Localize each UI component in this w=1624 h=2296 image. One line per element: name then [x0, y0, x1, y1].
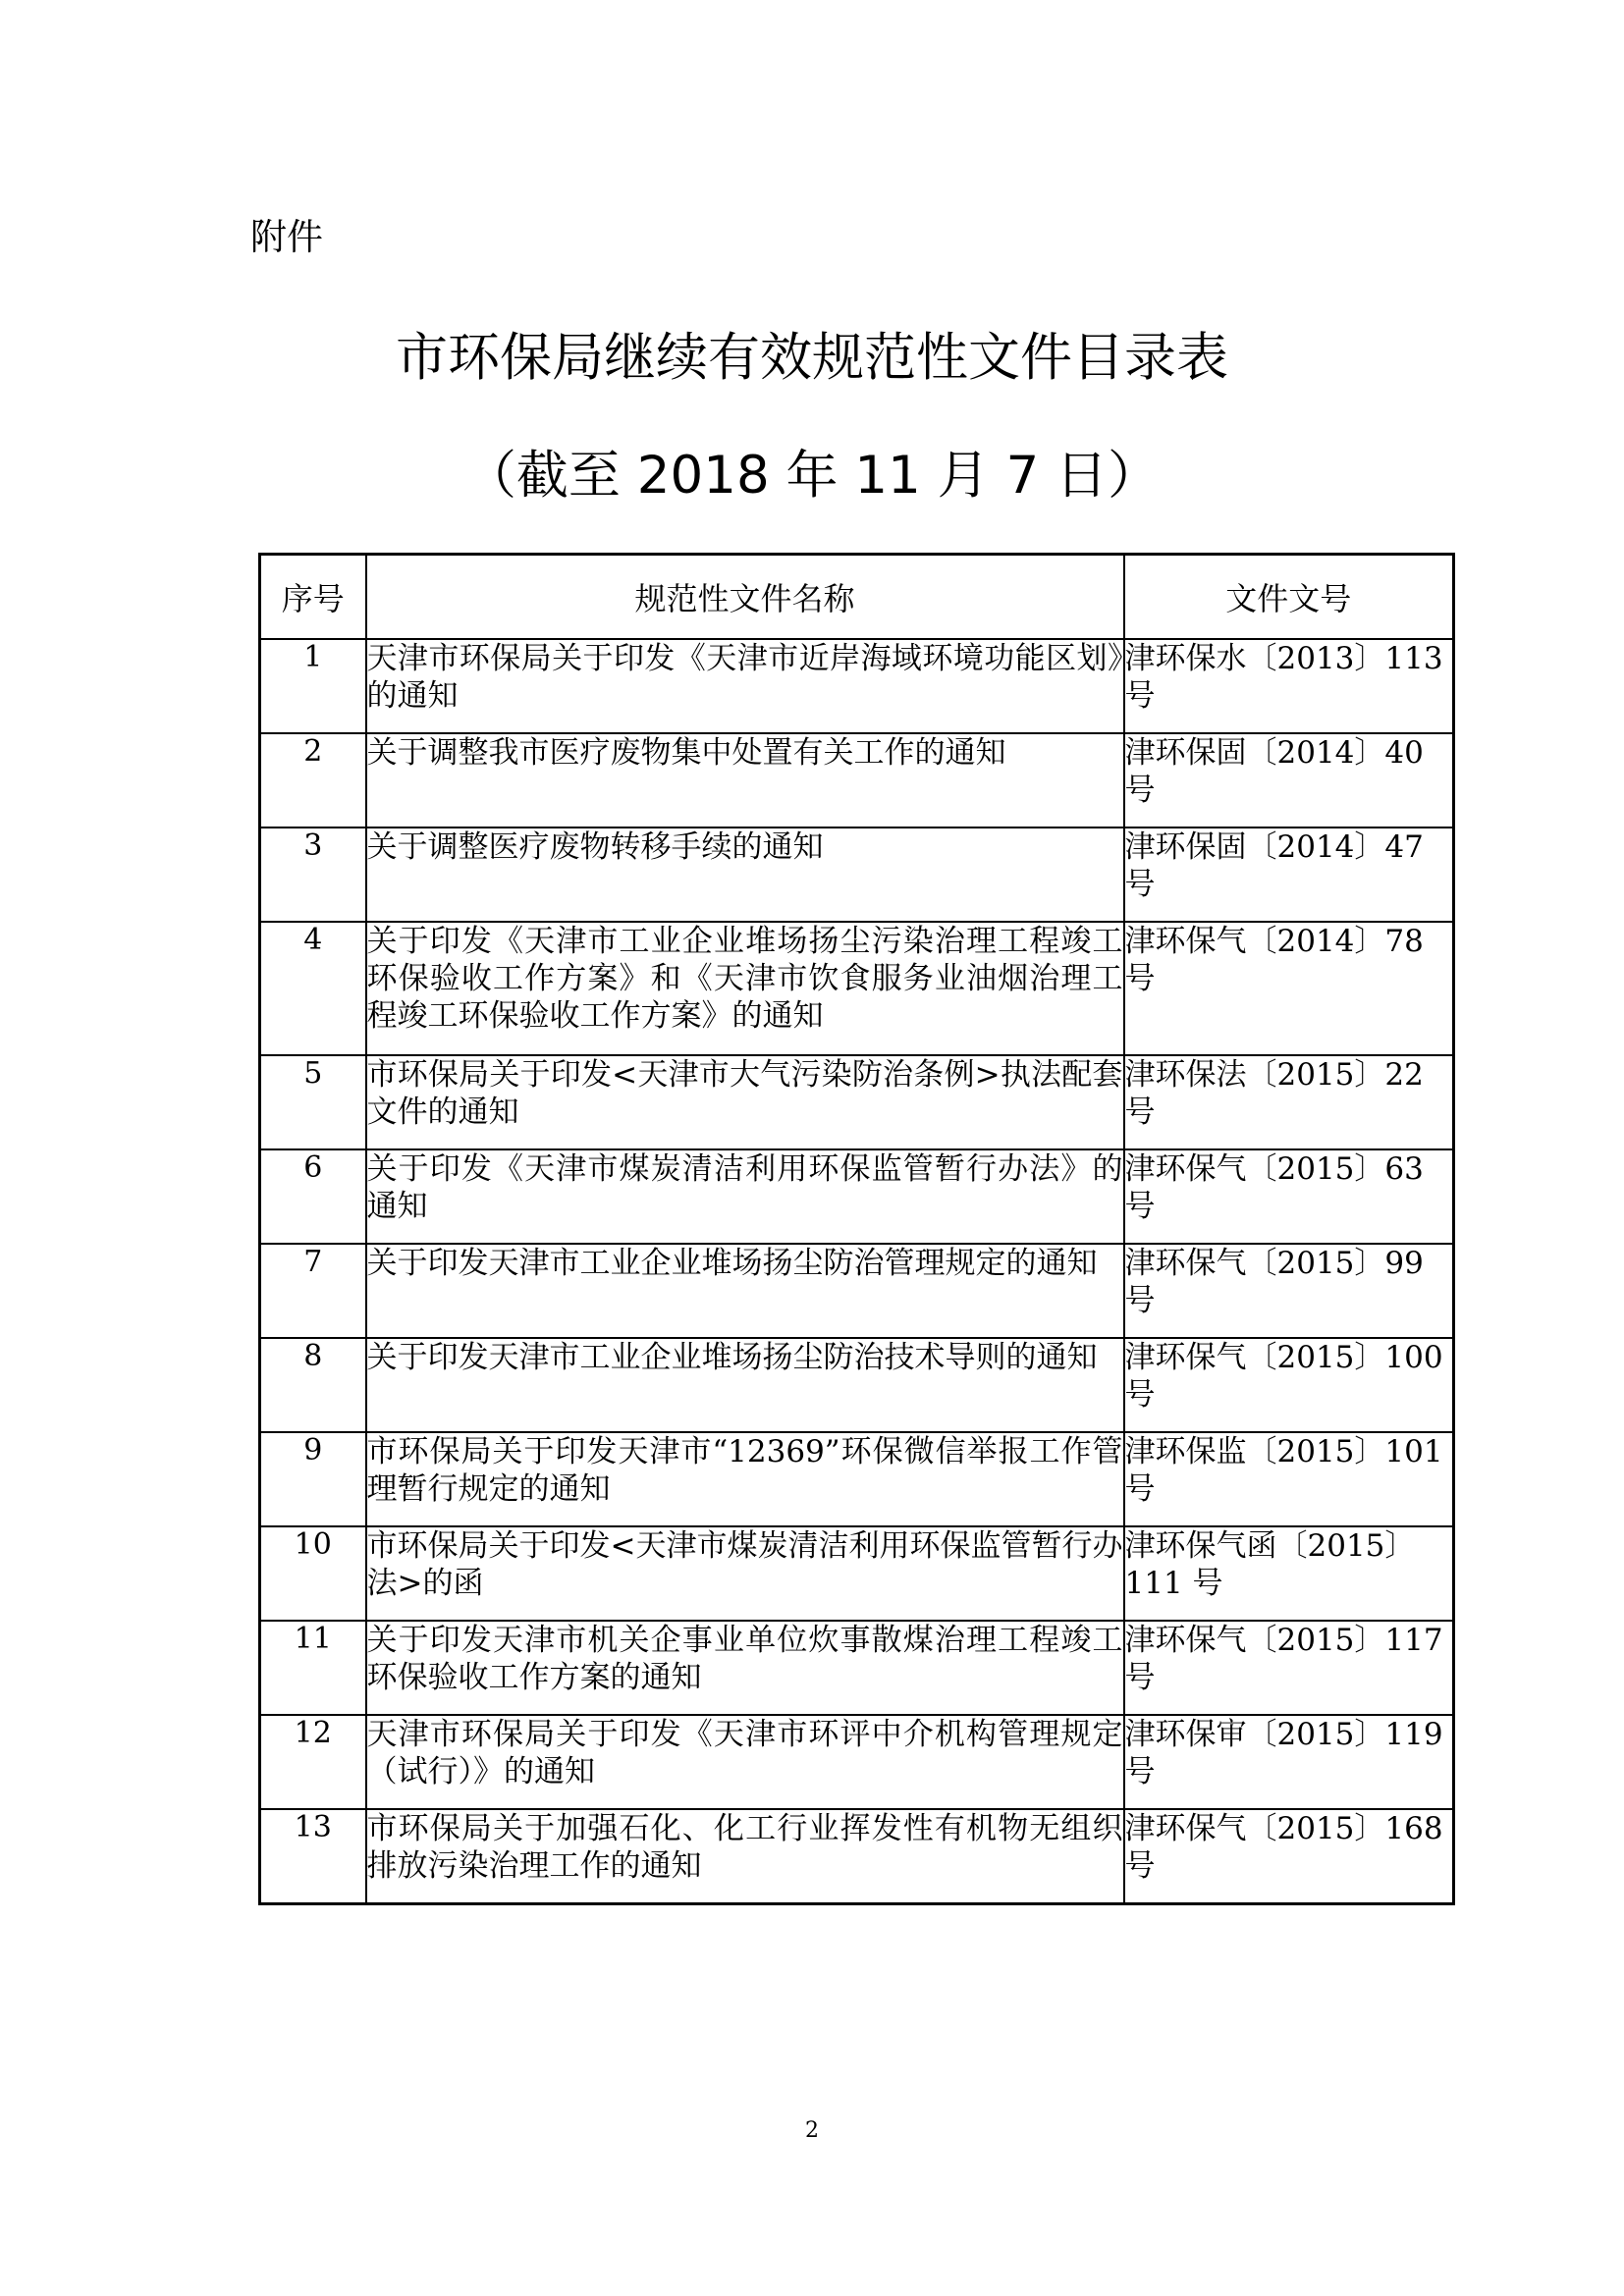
- row-document-name: 关于调整我市医疗废物集中处置有关工作的通知: [366, 733, 1124, 828]
- table-row: [260, 1621, 1454, 1715]
- row-number: 11: [260, 1621, 366, 1715]
- row-document-name: 关于印发天津市机关企事业单位炊事散煤治理工程竣工环保验收工作方案的通知: [366, 1621, 1124, 1715]
- row-number: 2: [260, 733, 366, 828]
- table-row: [260, 1715, 1454, 1809]
- row-document-reference: 津环保监〔2015〕101 号: [1124, 1432, 1454, 1526]
- table-row: [260, 1055, 1454, 1149]
- row-document-reference: 津环保气〔2015〕63 号: [1124, 1149, 1454, 1244]
- header-document-name: 规范性文件名称: [366, 555, 1124, 640]
- row-document-name: 关于印发天津市工业企业堆场扬尘防治管理规定的通知: [366, 1244, 1124, 1338]
- row-document-reference: 津环保气〔2015〕117 号: [1124, 1621, 1454, 1715]
- document-subtitle: （截至 2018 年 11 月 7 日）: [463, 446, 1161, 506]
- table-row: [260, 639, 1454, 733]
- row-number: 5: [260, 1055, 366, 1149]
- table-row: [260, 922, 1454, 1055]
- table-row: [260, 1809, 1454, 1904]
- row-document-name: 市环保局关于印发<天津市大气污染防治条例>执法配套文件的通知: [366, 1055, 1124, 1149]
- row-document-reference: 津环保审〔2015〕119 号: [1124, 1715, 1454, 1809]
- header-serial-number: 序号: [260, 555, 366, 640]
- row-document-reference: 津环保气函〔2015〕111 号: [1124, 1526, 1454, 1621]
- row-document-reference: 津环保法〔2015〕22 号: [1124, 1055, 1454, 1149]
- row-number: 12: [260, 1715, 366, 1809]
- row-document-name: 市环保局关于印发天津市“12369”环保微信举报工作管理暂行规定的通知: [366, 1432, 1124, 1526]
- row-number: 6: [260, 1149, 366, 1244]
- table-row: [260, 1432, 1454, 1526]
- row-document-name: 关于印发《天津市工业企业堆场扬尘污染治理工程竣工环保验收工作方案》和《天津市饮食服务业油烟治理工程竣工环保验收工作方案》的通知: [366, 922, 1124, 1055]
- row-document-name: 市环保局关于印发<天津市煤炭清洁利用环保监管暂行办法>的函: [366, 1526, 1124, 1621]
- row-number: 4: [260, 922, 366, 1055]
- table-row: [260, 1244, 1454, 1338]
- page-number: 2: [805, 2118, 819, 2143]
- table-row: [260, 1526, 1454, 1621]
- document-title: 市环保局继续有效规范性文件目录表: [396, 328, 1228, 388]
- row-document-name: 市环保局关于加强石化、化工行业挥发性有机物无组织排放污染治理工作的通知: [366, 1809, 1124, 1904]
- row-document-reference: 津环保气〔2015〕99 号: [1124, 1244, 1454, 1338]
- row-document-name: 天津市环保局关于印发《天津市近岸海域环境功能区划》的通知: [366, 639, 1124, 733]
- row-document-reference: 津环保固〔2014〕40 号: [1124, 733, 1454, 828]
- row-document-name: 关于印发《天津市煤炭清洁利用环保监管暂行办法》的通知: [366, 1149, 1124, 1244]
- row-number: 8: [260, 1338, 366, 1432]
- row-document-reference: 津环保水〔2013〕113 号: [1124, 639, 1454, 733]
- row-document-name: 天津市环保局关于印发《天津市环评中介机构管理规定（试行）》的通知: [366, 1715, 1124, 1809]
- header-document-reference: 文件文号: [1124, 555, 1454, 640]
- row-document-reference: 津环保固〔2014〕47 号: [1124, 828, 1454, 922]
- row-number: 1: [260, 639, 366, 733]
- row-number: 13: [260, 1809, 366, 1904]
- attachment-label: 附件: [250, 216, 323, 258]
- table-row: [260, 733, 1454, 828]
- row-number: 7: [260, 1244, 366, 1338]
- row-document-name: 关于印发天津市工业企业堆场扬尘防治技术导则的通知: [366, 1338, 1124, 1432]
- table-header: [260, 555, 1454, 640]
- table-row: [260, 1149, 1454, 1244]
- header-row: [260, 555, 1454, 640]
- row-number: 10: [260, 1526, 366, 1621]
- row-document-reference: 津环保气〔2015〕168 号: [1124, 1809, 1454, 1904]
- row-document-name: 关于调整医疗废物转移手续的通知: [366, 828, 1124, 922]
- row-document-reference: 津环保气〔2015〕100 号: [1124, 1338, 1454, 1432]
- document-table: [258, 553, 1455, 1905]
- table-row: [260, 828, 1454, 922]
- row-document-reference: 津环保气〔2014〕78 号: [1124, 922, 1454, 1055]
- table-body: [260, 639, 1454, 1904]
- table-row: [260, 1338, 1454, 1432]
- row-number: 9: [260, 1432, 366, 1526]
- row-number: 3: [260, 828, 366, 922]
